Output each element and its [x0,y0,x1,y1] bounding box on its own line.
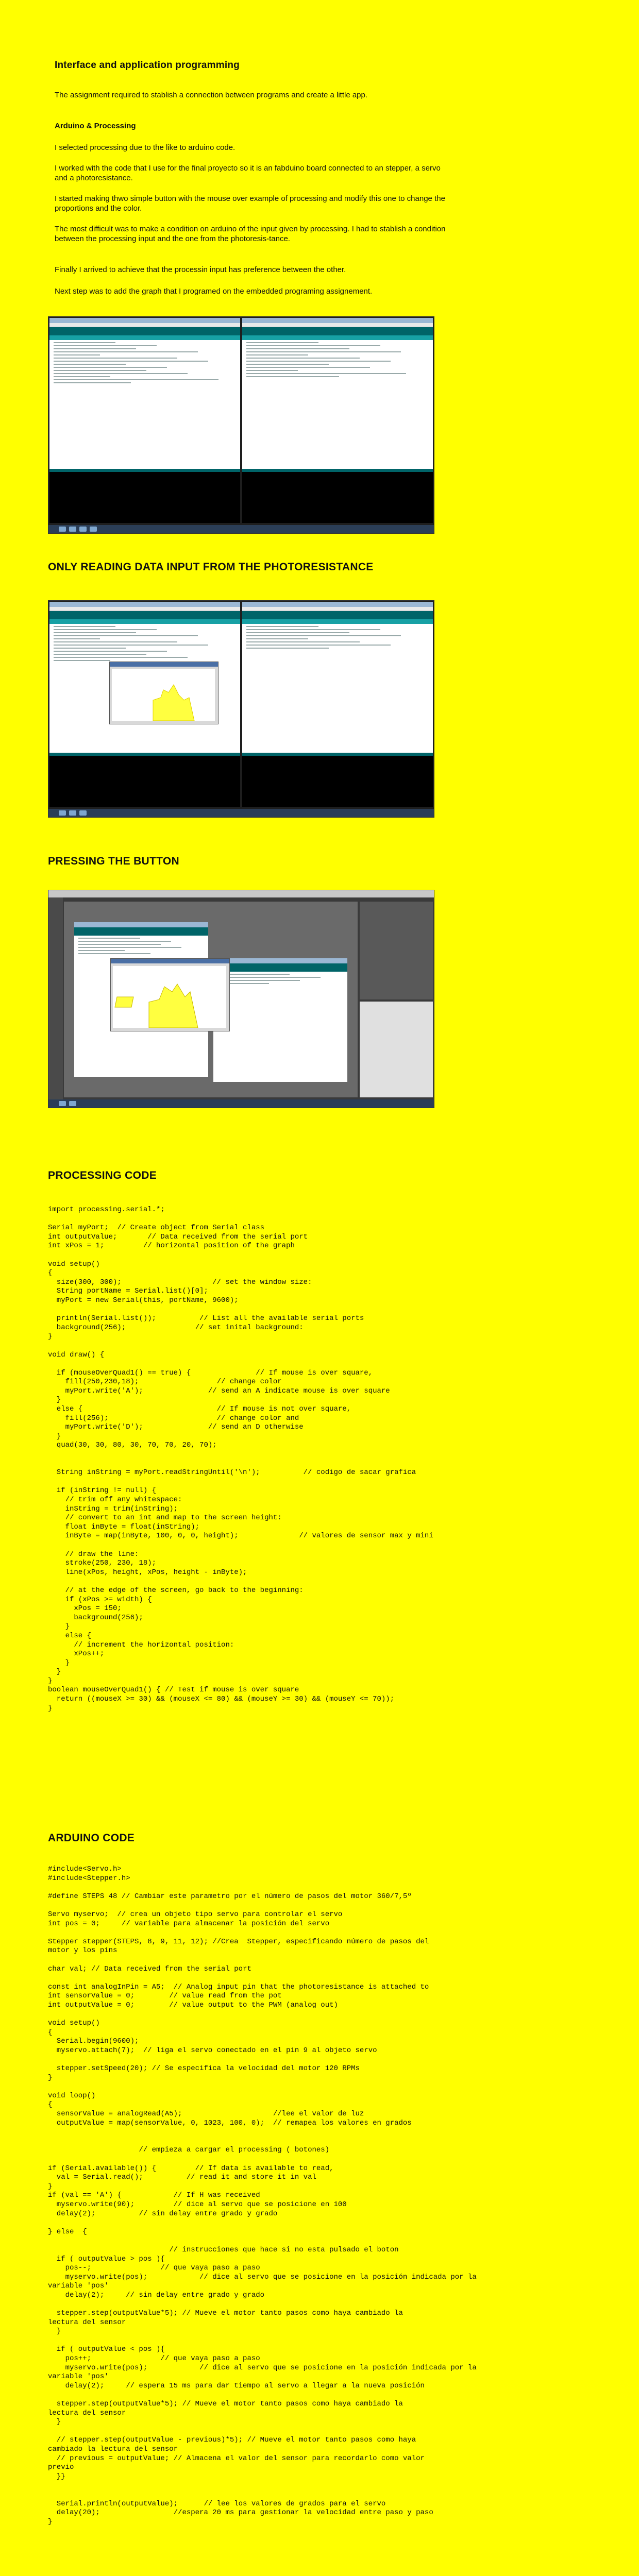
assignment-text: The assignment required to stablish a connection between programs and create a little app. [55,91,368,99]
paragraph-5: Finally I arrived to achieve that the processin input has preference between the other. [55,265,346,274]
subtitle: Arduino & Processing [55,122,136,130]
taskbar [48,809,434,817]
button-screenshot [48,890,434,1108]
processing-code-block: import processing.serial.*; Serial myPort; // Create object from Serial class int outputValue; // Data received from the serial port int xPos = 1; // horizontal position of the graph void setup() { size(300, 300); // set the window size: String portName = Serial.list()[0]; myPort = new Serial(this, portName, 9600); println(Serial.list()); // List all the available serial ports background(256); // set inital background: } void draw() { if (mouseOverQuad1() == true) { // If mouse is over square, fill(250,230,18); // change color myPort.write('A'); // send an A indicate mouse is over square } else { // If mouse is not over square, fill(256); // change color and myPort.write('D'); // send an D otherwise } quad(30, 30, 80, 30, 70, 70, 20, 70); String inString = myPort.readStringUntil('\n'); // codigo de sacar grafica if (inString != null) { // trim off any whitespace: inString = trim(inString); // convert to an int and map to the screen height: float inByte = float(inString); inByte = map(inByte, 100, 0, 0, height); // valores de sensor max y mini // draw the line: stroke(250, 230, 18); line(xPos, height, xPos, height - inByte); // at the edge of the screen, go back to the beginning: if (xPos >= width) { xPos = 150; background(256); } else { // increment the horizontal position: xPos++; } } } boolean mouseOverQuad1() { // Test if mouse is over square return ((mouseX >= 30) && (mouseX <= 80) && (mouseY >= 30) && (mouseY <= 70)); } [48,1206,433,1713]
arduino-processing-screenshot [48,316,434,534]
taskbar [48,525,434,533]
paragraph-4: The most difficult was to make a condition on arduino of the input given by processing. I had to stablish a condition between the processing input and the one from the photoresis-tance. [55,225,446,243]
processing-code-heading: PROCESSING CODE [48,1170,157,1181]
arduino-code-heading: ARDUINO CODE [48,1832,135,1844]
photoresistance-screenshot [48,600,434,818]
paragraph-2: I worked with the code that I use for the final proyecto so it is an fabduino board connected to an stepper, a servo and a photoresistance. [55,164,441,182]
arduino-code-block: #include<Servo.h> #include<Stepper.h> #define STEPS 48 // Cambiar este parametro por el número de pasos del motor 360/7,5º Servo myservo; // crea un objeto tipo servo para controlar el servo int pos = 0; // variable para almacenar la posición del servo Stepper stepper(STEPS, 8, 9, 11, 12); //Crea Stepper, especificando número de pasos del motor y los pins char val; // Data received from the serial port const int analogInPin = A5; // Analog input pin that the photoresistance is attached to int sensorValue = 0; // value read from the pot int outputValue = 0; // value output to the PWM (analog out) void setup() { Serial.begin(9600); myservo.attach(7); // liga el servo conectado en el pin 9 al objeto servo stepper.setSpeed(20); // Se especifica la velocidad del motor 120 RPMs } void loop() { sensorValue = analogRead(A5); //lee el valor de luz outputValue = map(sensorValue, 0, 1023, 100, 0); // remapea los valores en grados // empieza a cargar el processing ( botones) if (Serial.available()) { // If data is available to read, val = Serial.read(); // read it and store it in val } if (val == 'A') { // If H was received myservo.write(90); // dice al servo que se posicione en 100 delay(2); // sin delay entre grado y grado } else { // instrucciones que hace si no esta pulsado el boton if ( outputValue > pos ){ pos--; // que vaya paso a paso myservo.write(pos); // dice al servo que se posicione en la posición indicada por la variable 'pos' delay(2); // sin delay entre grado y grado stepper.step(outputValue*5); // Mueve el motor tanto pasos como haya cambiado la lectura del sensor } if ( outputValue < pos ){ pos++; // que vaya paso a paso myservo.write(pos); // dice al servo que se posicione en la posición indicada por la variable 'pos' delay(2); // espera 15 ms para dar tiempo al servo a llegar a la nueva posición stepper.step(outputValue*5); // Mueve el motor tanto pasos como haya cambiado la lectura del sensor } // stepper.step(outputValue - previous)*5); // Mueve el motor tanto pasos como haya cambiado la lectura del sensor // previous = outputValue; // Almacena el valor del sensor para recordarlo como valor previo }} Serial.println(outputValue); // lee los valores de grados para el servo delay(20); //espera 20 ms para gestionar la velocidad entre paso y paso } [48,1865,477,2526]
paragraph-3: I started making thwo simple button with the mouse over example of processing and modify this one to change the proportions and the color. [55,194,445,213]
light-graph [112,669,215,721]
arduino-window [213,958,347,1082]
paragraph-6: Next step was to add the graph that I programed on the embedded programing assignement. [55,287,373,296]
processing-window [49,318,240,523]
page-title: Interface and application programming [55,60,240,71]
arduino-window [242,602,433,807]
graph-window [110,958,230,1031]
button-heading: PRESSING THE BUTTON [48,855,180,867]
taskbar [48,1099,434,1108]
button-graph [113,966,226,1028]
arduino-window [242,318,433,523]
photoresistance-heading: ONLY READING DATA INPUT FROM THE PHOTORESISTANCE [48,561,374,573]
paragraph-1: I selected processing due to the like to arduino code. [55,143,236,152]
canvas-area [64,902,358,1097]
graph-window [109,662,218,724]
